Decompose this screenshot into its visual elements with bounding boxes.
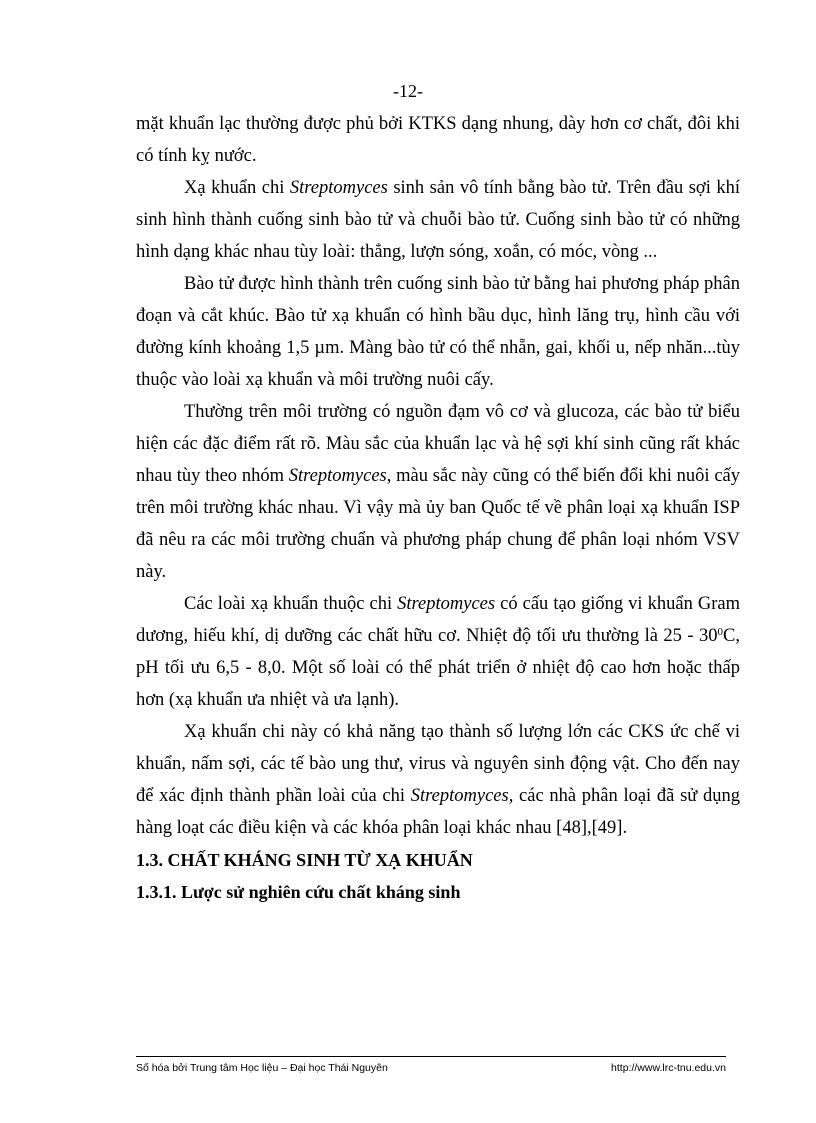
paragraph-spore-formation: Bào tử được hình thành trên cuống sinh bào tử bằng hai phương pháp phân đoạn và cắt khúc. Bào tử xạ khuẩn có hình bầu dục, hình lăng trụ, hình cầu với đường kính khoảng 1,5 µm. Màng bào tử có thể nhẵn, gai, khối u, nếp nhăn...tùy thuộc vào loài xạ khuẩn và môi trường nuôi cấy. [136,274,740,390]
page-number: -12- [393,81,423,101]
paragraph-gram-positive [136,588,740,716]
genus-name: Streptomyces [289,178,388,198]
footer-url: http://www.lrc-tnu.edu.vn [611,1062,726,1074]
genus-name: Streptomyces [397,594,496,614]
text-run: Các loài xạ khuẩn thuộc chi [184,594,398,614]
text-run: Xạ khuẩn chi này có khả năng tạo thành số lượng lớn các CKS ức chế vi khuẩn, nấm sợi, các tế bào ung thư, virus và nguyên sinh động vật. Cho đến nay để xác định thành phần loài của chi [136,722,740,806]
text-run: sinh sản vô tính bằng bào tử. Trên đầu sợi khí sinh hình thành cuống sinh bào tử và chuỗi bào tử. Cuống sinh bào tử có những hình dạng khác nhau tùy loài: thẳng, lượn sóng, xoắn, có móc, vòng ... [136,178,740,262]
footer-divider [136,1056,726,1057]
paragraph-continuation: mặt khuẩn lạc thường được phủ bởi KTKS dạng nhung, dày hơn cơ chất, đôi khi có tính kỵ nước. [136,114,740,166]
text-run: , các nhà phân loại đã sử dụng hàng loạt các điều kiện và các khóa phân loại khác nhau [48],[49]. [136,786,740,838]
text-run: , màu sắc này cũng có thể biến đổi khi nuôi cấy trên môi trường khác nhau. Vì vậy mà ủy ban Quốc tế về phân loại xạ khuẩn ISP đã nêu ra các môi trường chuẩn và phương pháp chung để phân loại nhóm VSV này. [136,466,741,582]
text-run: Thường trên môi trường có nguồn đạm vô cơ và glucoza, các bào tử biểu hiện các đặc điểm rất rõ. Màu sắc của khuẩn lạc và hệ sợi khí sinh cũng rất khác nhau tùy theo nhóm [136,402,740,486]
superscript-degree: 0 [717,626,724,638]
subsection-heading: 1.3.1. Lược sử nghiên cứu chất kháng sinh [136,882,461,902]
section-heading: 1.3. CHẤT KHÁNG SINH TỪ XẠ KHUẨN [136,850,473,870]
genus-name: Streptomyces [288,466,387,486]
text-run: Xạ khuẩn chi [184,178,290,198]
genus-name: Streptomyces [410,786,509,806]
paragraph-colony-color [136,396,740,588]
paragraph-antibiotics [136,716,740,844]
text-run: có cấu tạo giống vi khuẩn Gram dương, hiếu khí, dị dưỡng các chất hữu cơ. Nhiệt độ tối ưu thường là 25 - 30 [136,594,740,646]
footer-source: Số hóa bởi Trung tâm Học liệu – Đại học Thái Nguyên [136,1062,388,1074]
document-body [136,108,740,908]
text-run: C, pH tối ưu 6,5 - 8,0. Một số loài có thể phát triển ở nhiệt độ cao hơn hoặc thấp hơn (xạ khuẩn ưa nhiệt và ưa lạnh). [136,626,740,710]
paragraph-spore-reproduction [136,172,740,268]
